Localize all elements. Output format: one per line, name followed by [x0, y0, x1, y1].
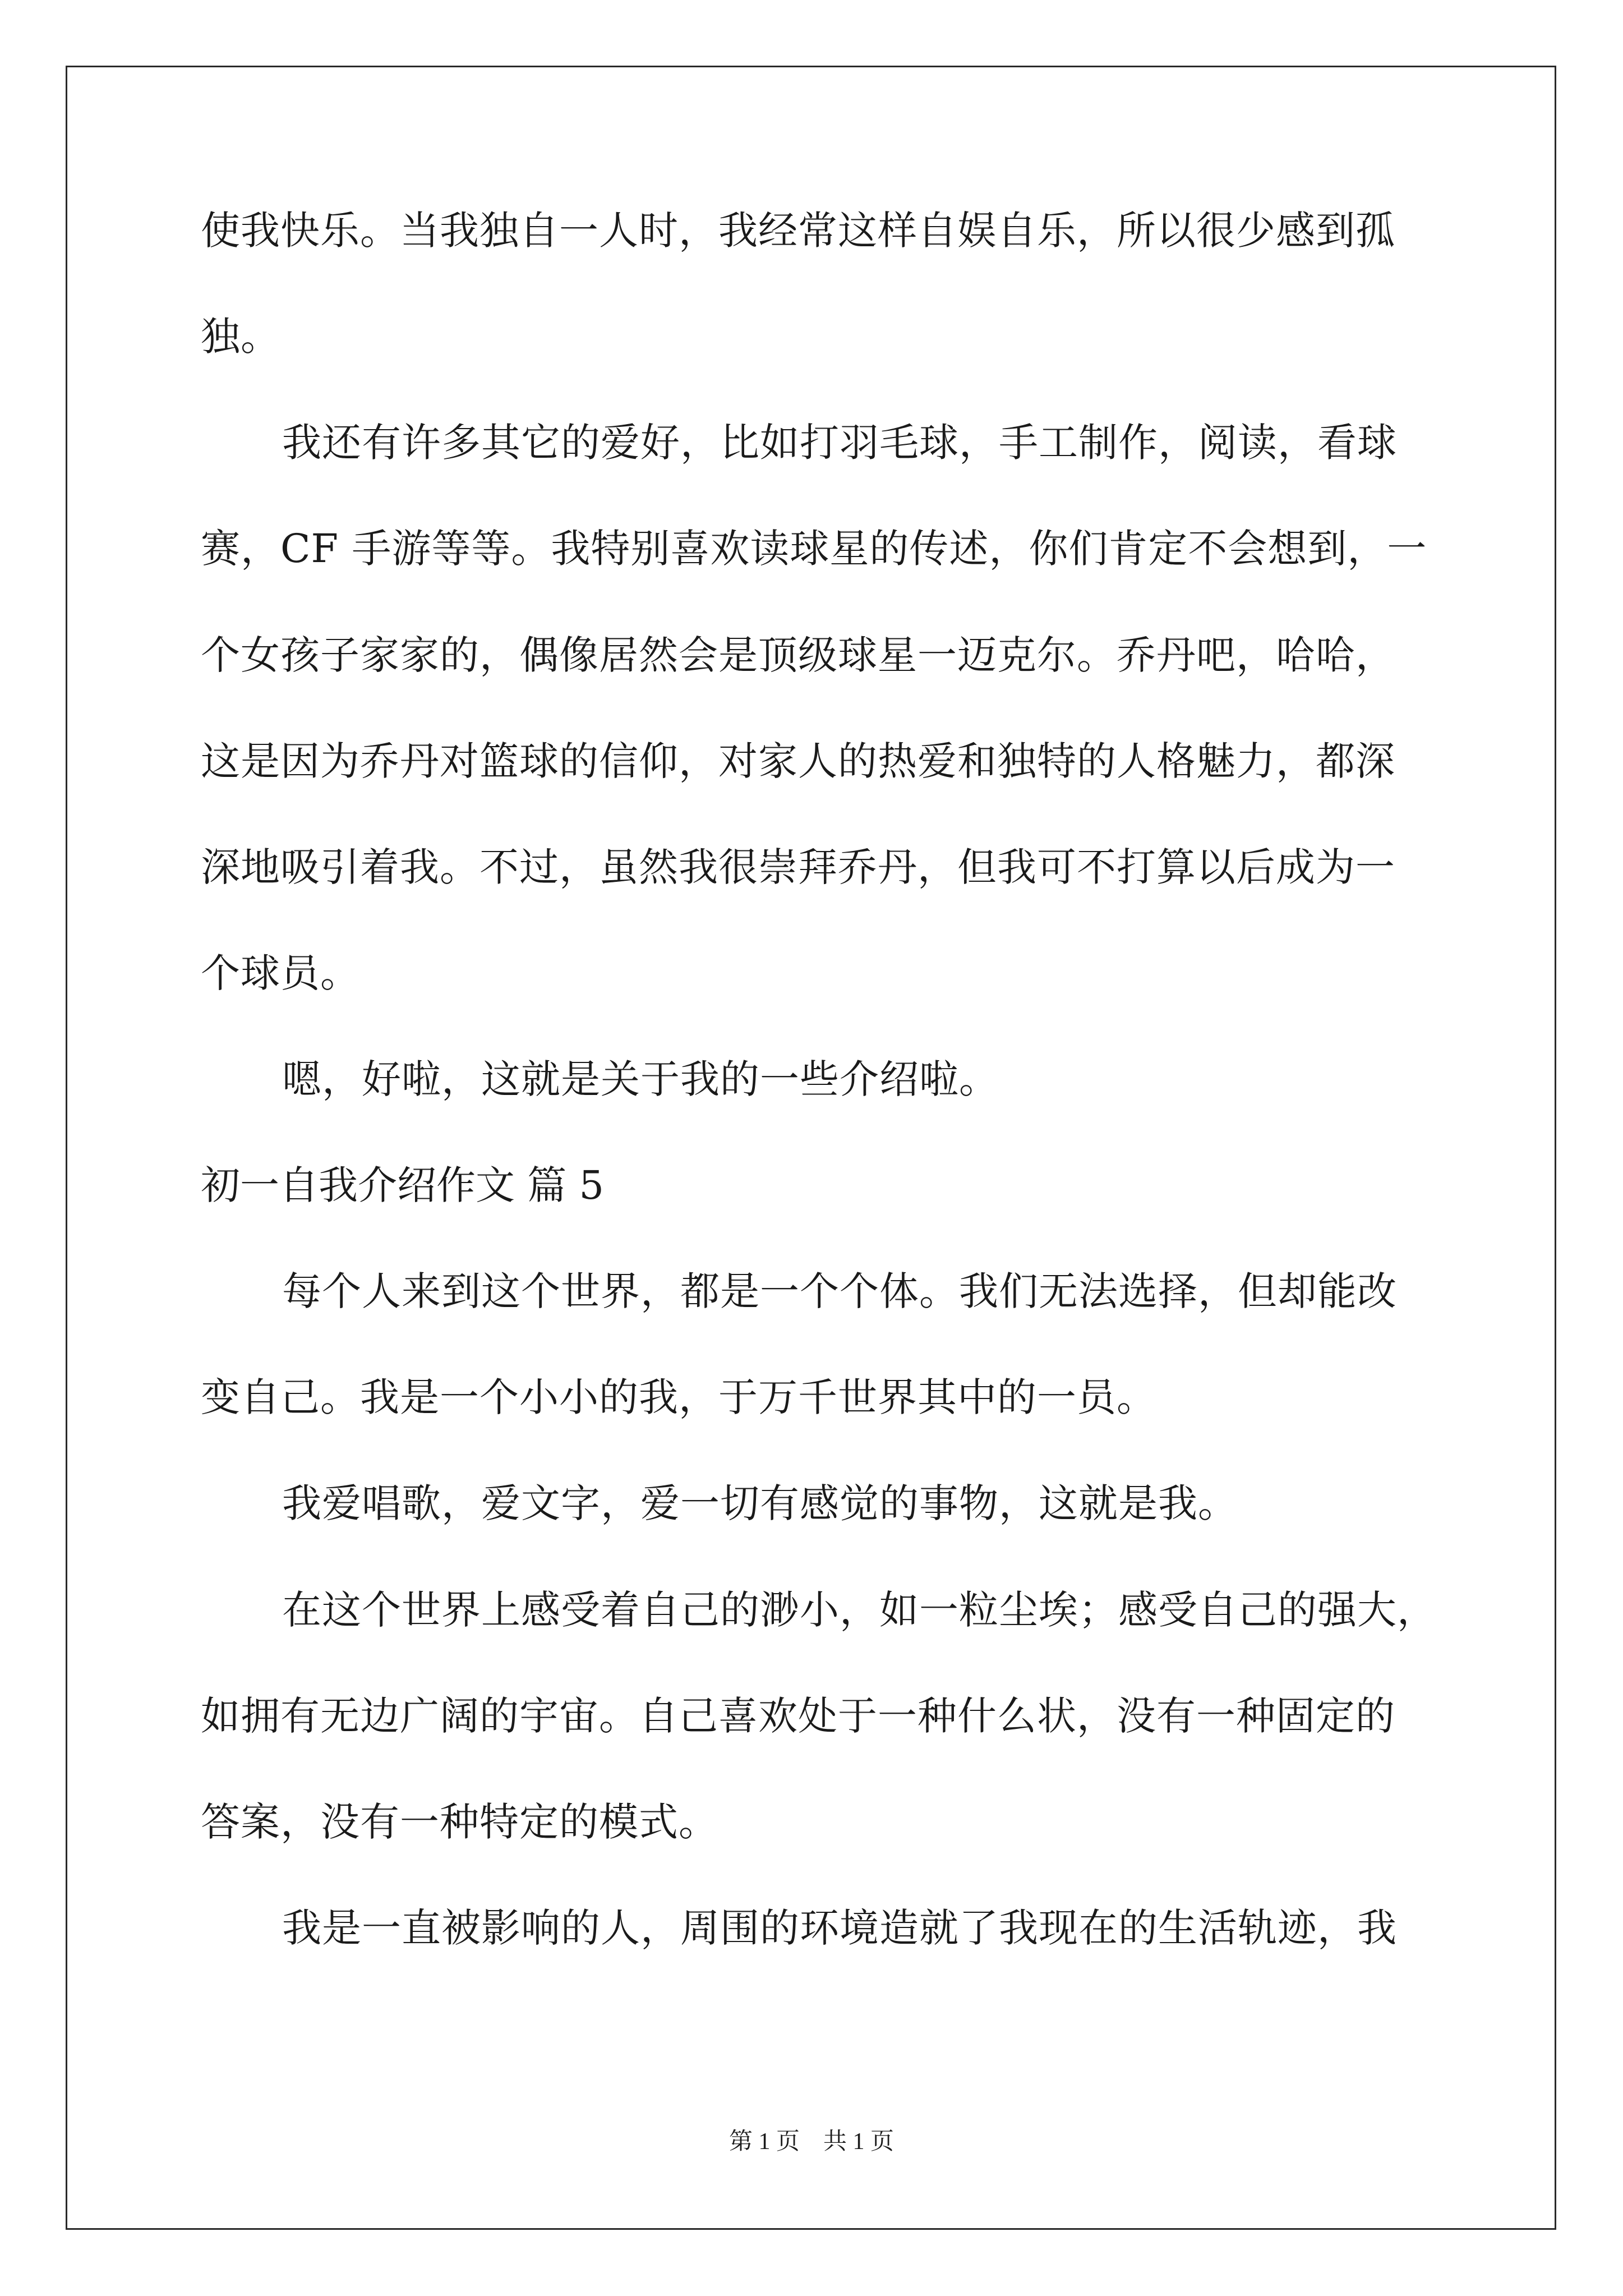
paragraph-start: 每个人来到这个世界，都是一个个体。我们无法选择，但却能改 [282, 1268, 1397, 1314]
paragraph-start: 我是一直被影响的人，周围的环境造就了我现在的生活轨迹，我 [282, 1905, 1397, 1951]
text-line: 变自己。我是一个小小的我，于万千世界其中的一员。 [201, 1374, 1156, 1420]
text-line: 独。 [201, 314, 280, 360]
section-heading: 初一自我介绍作文 篇 5 [201, 1162, 605, 1208]
text-line: 使我快乐。当我独自一人时，我经常这样自娱自乐，所以很少感到孤 [201, 208, 1395, 254]
text-line: 这是因为乔丹对篮球的信仰，对家人的热爱和独特的人格魅力，都深 [201, 738, 1395, 784]
text-line: 个女孩子家家的，偶像居然会是顶级球星一迈克尔。乔丹吧，哈哈， [201, 632, 1395, 678]
text-line: 赛，CF 手游等等。我特别喜欢读球星的传述，你们肯定不会想到，一 [201, 526, 1427, 572]
page-number: 第 1 页 [728, 2129, 800, 2155]
page-footer [0, 2128, 1623, 2155]
paragraph-start: 我还有许多其它的爱好，比如打羽毛球，手工制作，阅读，看球 [282, 420, 1397, 466]
text-line: 个球员。 [201, 950, 360, 996]
paragraph-start: 我爱唱歌，爱文字，爱一切有感觉的事物，这就是我。 [282, 1480, 1238, 1526]
text-line: 深地吸引着我。不过，虽然我很崇拜乔丹，但我可不打算以后成为一 [201, 844, 1395, 890]
text-line: 答案，没有一种特定的模式。 [201, 1799, 718, 1845]
paragraph-start: 嗯，好啦，这就是关于我的一些介绍啦。 [282, 1056, 999, 1102]
text-line: 如拥有无边广阔的宇宙。自己喜欢处于一种什么状，没有一种固定的 [201, 1693, 1395, 1739]
page-total: 共 1 页 [823, 2129, 895, 2155]
paragraph-start: 在这个世界上感受着自己的渺小，如一粒尘埃；感受自己的强大， [282, 1587, 1437, 1633]
